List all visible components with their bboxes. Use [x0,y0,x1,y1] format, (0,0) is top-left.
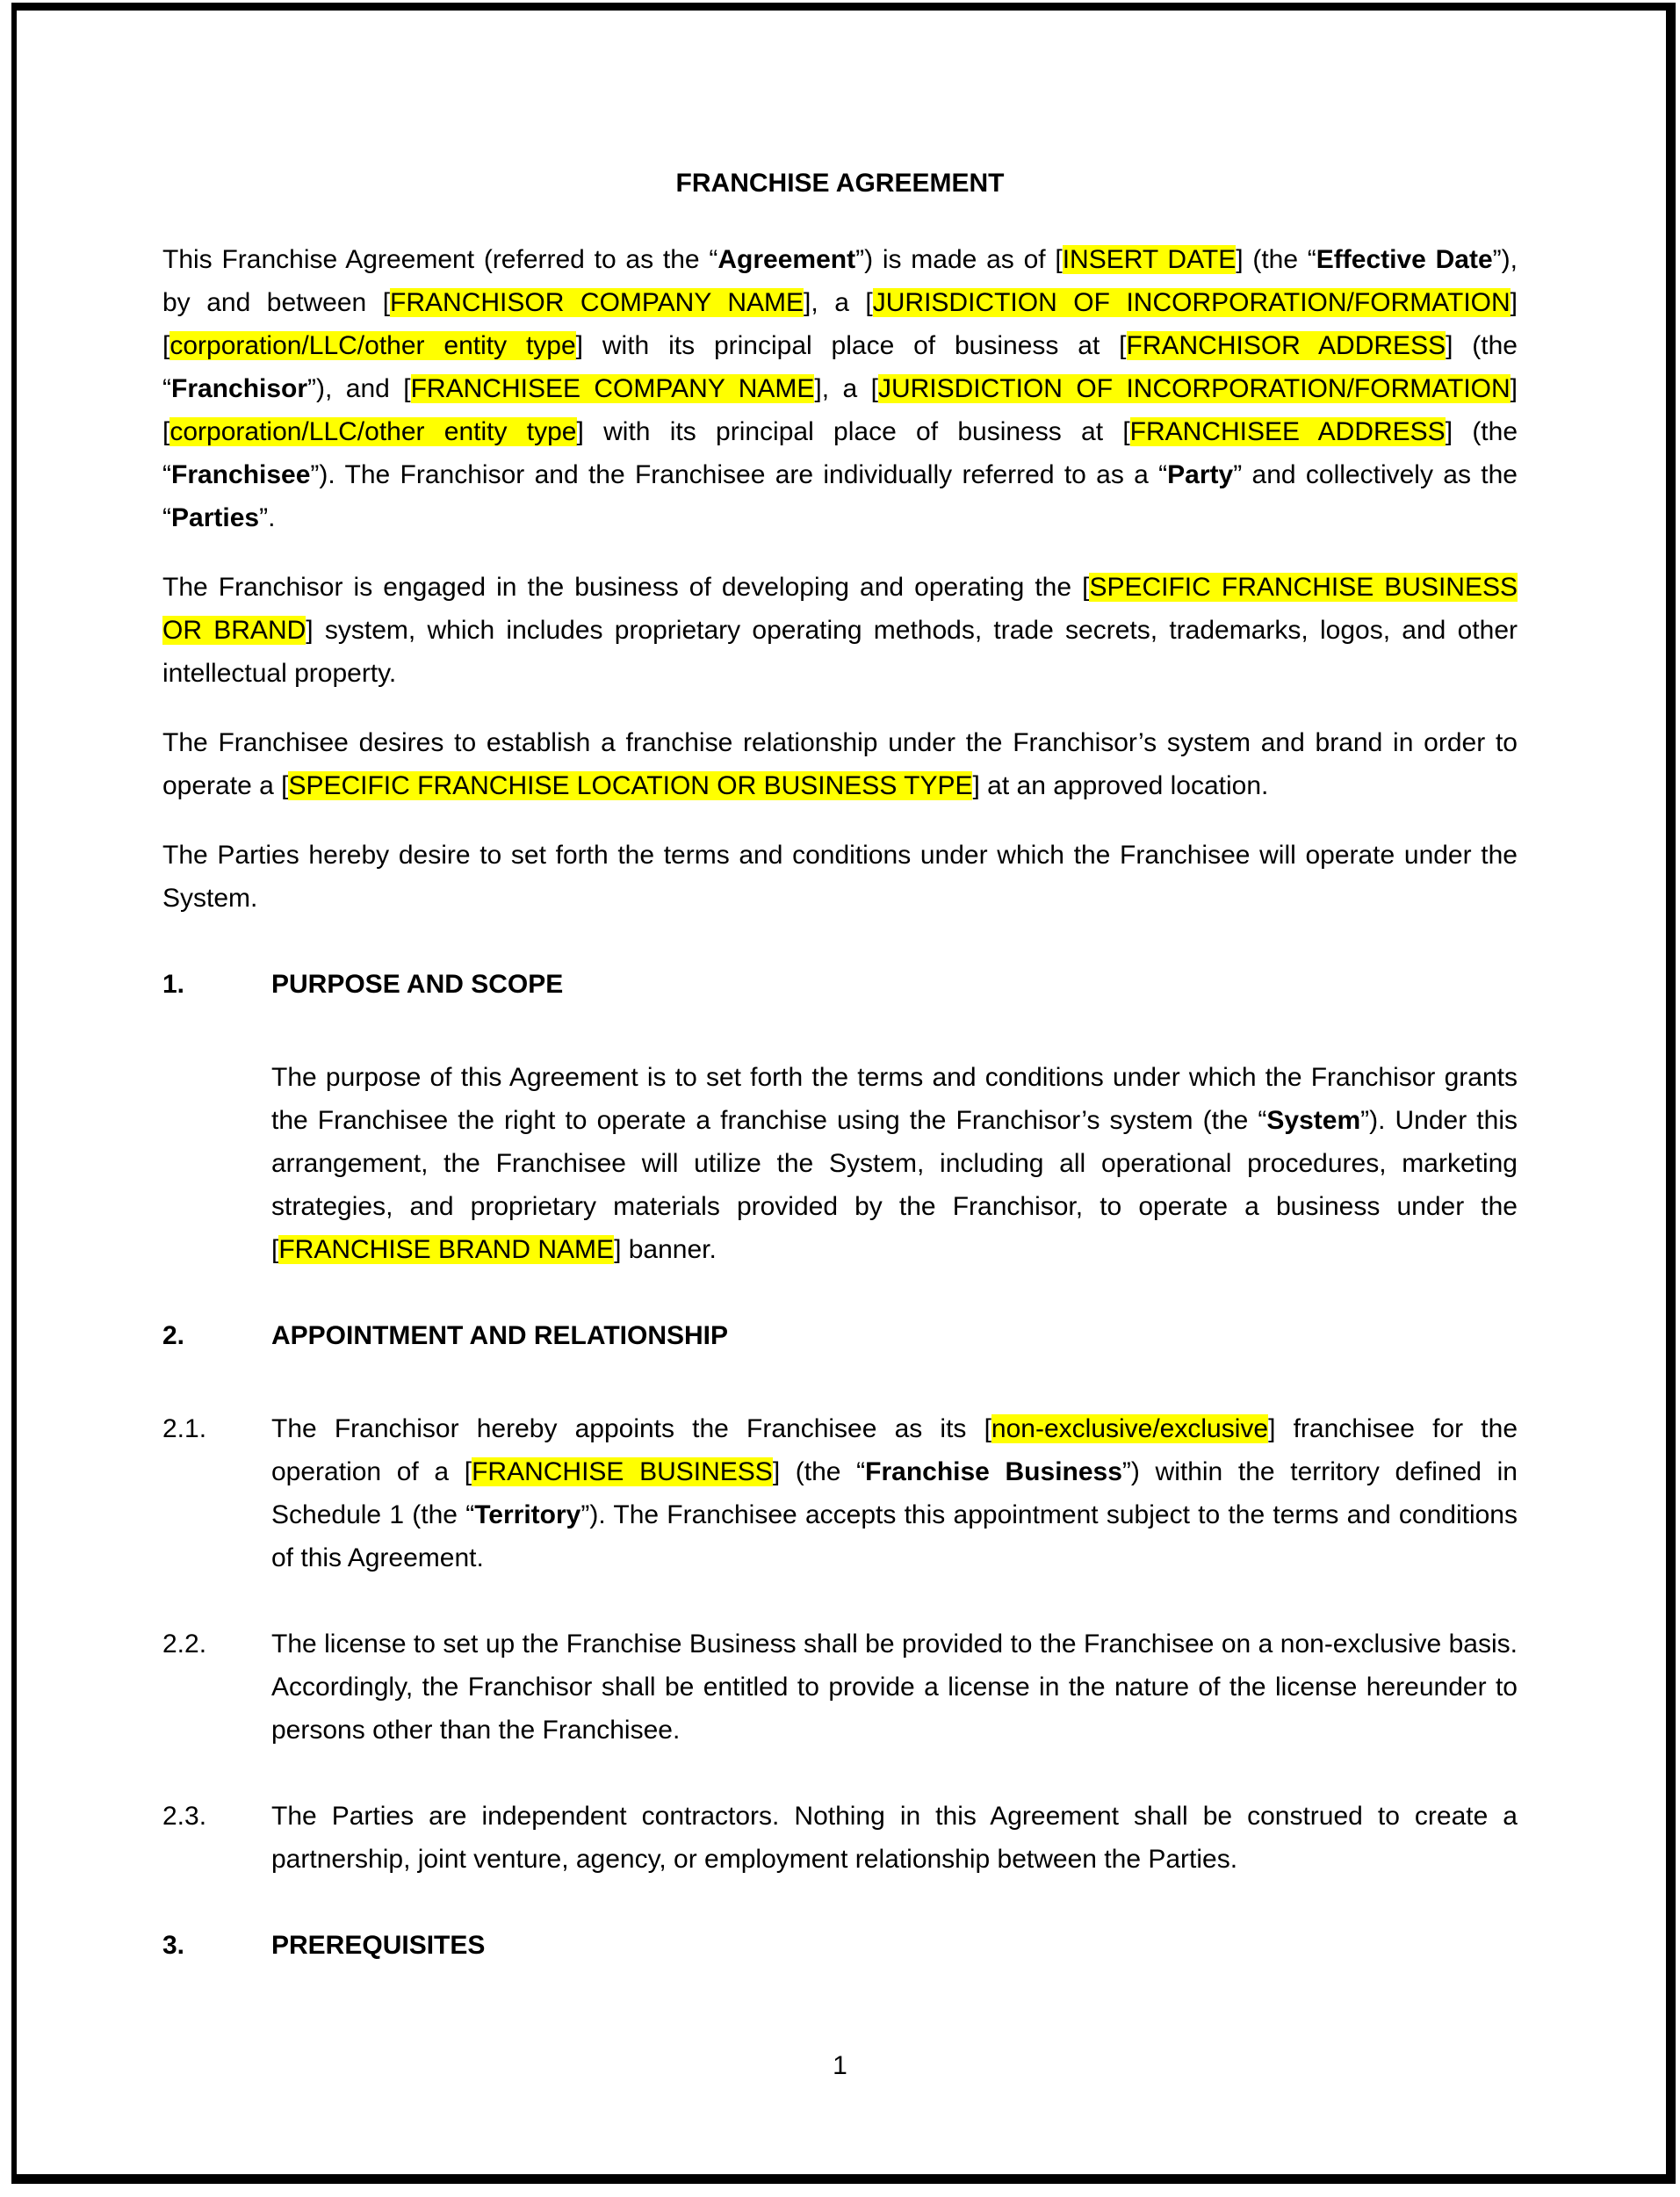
numbered-clause [162,1407,1518,1579]
text-span: The purpose of this Agreement is to set forth the terms and conditions under which the Franchisor grants the Franchisee the right to operate a franchise using the Franchisor’s system (the “ [271,1063,1518,1135]
document-title: FRANCHISE AGREEMENT [675,169,1005,198]
highlighted-placeholder: FRANCHISOR ADDRESS [1126,331,1446,360]
clause-number: 2.2. [162,1630,207,1659]
text-span: The Franchisee desires to establish a franchise relationship under the Franchisor’s system and brand in order to operate a [ [162,728,1518,800]
highlighted-placeholder: INSERT DATE [1062,245,1237,274]
text-span: ] system, which includes proprietary operating methods, trade secrets, trademarks, logos, and other intellectual property. [162,616,1518,688]
defined-term: Franchisor [171,374,308,403]
text-span: ”. [259,503,276,532]
paragraph [162,721,1518,807]
page-number: 1 [833,2051,847,2080]
text-span: This Franchise Agreement (referred to as the “ [162,245,718,274]
highlighted-placeholder: non-exclusive/exclusive [991,1414,1269,1443]
defined-term: Franchisee [171,460,311,489]
text-span: The license to set up the Franchise Business shall be provided to the Franchisee on a non-exclusive basis. Accordingly, the Franchisor shall be entitled to provide a license in the nature of the license hereunder to persons other than the Franchisee. [271,1630,1518,1745]
highlighted-placeholder: FRANCHISEE COMPANY NAME [410,374,815,403]
defined-term: System [1266,1106,1361,1135]
indented-paragraph [162,1056,1518,1271]
section-number: 2. [162,1321,185,1350]
defined-term: Territory [474,1500,581,1529]
text-span: ], a [ [814,374,878,403]
text-span: The Franchisor is engaged in the business of developing and operating the [ [162,573,1090,602]
heading-label: PREREQUISITES [271,1931,486,1960]
text-span: ” and collectively as the “ [162,460,1518,532]
highlighted-placeholder: JURISDICTION OF INCORPORATION/FORMATION [872,288,1511,317]
text-span: The Franchisor hereby appoints the Franchisee as its [ [271,1414,991,1443]
highlighted-placeholder: FRANCHISEE ADDRESS [1129,417,1446,446]
text-span: ] banner. [614,1235,717,1264]
text-span: ] with its principal place of business at [ [575,331,1127,360]
text-span: ”) is made as of [ [855,245,1063,274]
clause-number: 2.3. [162,1802,207,1831]
defined-term: Effective Date [1316,245,1493,274]
text-span: ”), and [ [307,374,411,403]
text-span: The Parties are independent contractors. Nothing in this Agreement shall be construed to create a partnership, joint venture, agency, or employment relationship between the Parties. [271,1802,1518,1874]
numbered-clause [162,1622,1518,1752]
text-span: ”), by and between [ [162,245,1518,317]
text-span: ] (the “ [1236,245,1316,274]
defined-term: Agreement [717,245,856,274]
section-number: 1. [162,970,185,999]
highlighted-placeholder: FRANCHISE BUSINESS [472,1457,773,1486]
text-span: ], a [ [804,288,873,317]
text-span: ] at an approved location. [972,771,1269,800]
highlighted-placeholder: FRANCHISOR COMPANY NAME [390,288,804,317]
highlighted-placeholder: corporation/LLC/other entity type [169,417,577,446]
text-span: ] (the “ [162,331,1518,403]
section-heading [162,1924,1518,1967]
text-span: ] [ [162,288,1518,360]
clause-number: 2.1. [162,1414,207,1443]
section-heading [162,963,1518,1006]
text-span: The Parties hereby desire to set forth the terms and conditions under which the Franchisee will operate under the System. [162,841,1518,913]
document-body [162,238,1518,1967]
section-heading [162,1314,1518,1357]
text-span: ”) within the territory defined in Schedule 1 (the “ [271,1457,1518,1529]
text-span: ”). The Franchisee accepts this appointment subject to the terms and conditions of this Agreement. [271,1500,1518,1572]
paragraph [162,238,1518,539]
defined-term: Party [1167,460,1234,489]
text-span: ] franchisee for the operation of a [ [271,1414,1518,1486]
paragraph [162,834,1518,920]
defined-term: Franchise Business [865,1457,1122,1486]
text-span: ] (the “ [772,1457,866,1486]
highlighted-placeholder: SPECIFIC FRANCHISE BUSINESS OR BRAND [162,573,1518,645]
highlighted-placeholder: SPECIFIC FRANCHISE LOCATION OR BUSINESS TYPE [288,771,973,800]
document-content [162,0,1518,2017]
defined-term: Parties [171,503,260,532]
text-span: ] (the “ [162,417,1518,489]
text-span: ”). Under this arrangement, the Franchisee will utilize the System, including all operational procedures, marketing strategies, and proprietary materials provided by the Franchisor, to operate a business under the [ [271,1106,1518,1264]
text-span: ] [ [162,374,1518,446]
section-number: 3. [162,1931,185,1960]
heading-label: APPOINTMENT AND RELATIONSHIP [271,1321,729,1350]
text-span: ”). The Franchisor and the Franchisee are individually referred to as a “ [310,460,1168,489]
highlighted-placeholder: corporation/LLC/other entity type [169,331,576,360]
numbered-clause [162,1795,1518,1881]
paragraph [162,566,1518,695]
text-span: ] with its principal place of business at [ [576,417,1130,446]
highlighted-placeholder: JURISDICTION OF INCORPORATION/FORMATION [877,374,1511,403]
heading-label: PURPOSE AND SCOPE [271,970,564,999]
highlighted-placeholder: FRANCHISE BRAND NAME [278,1235,615,1264]
